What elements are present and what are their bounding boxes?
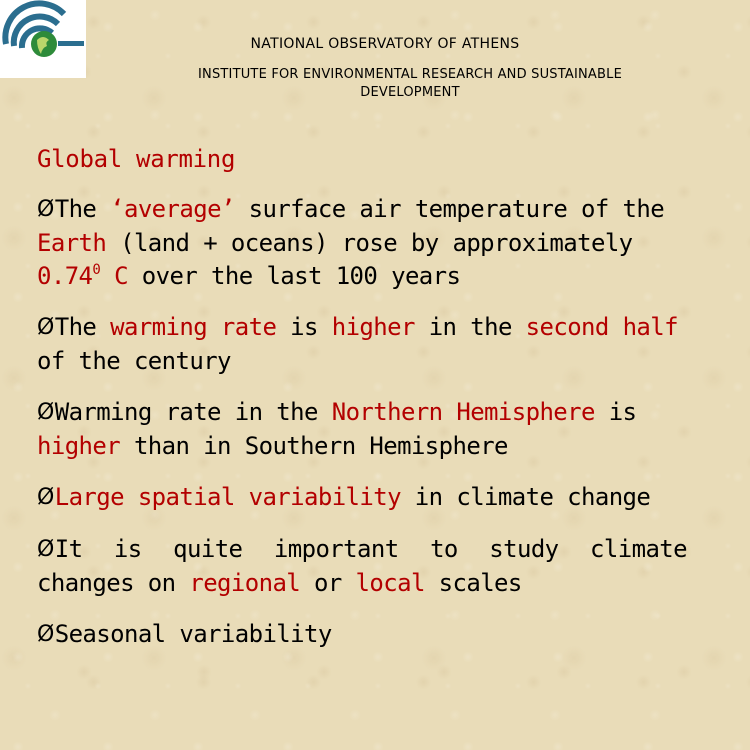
highlight-higher: higher [37,432,121,460]
arrow-bullet-icon: Ø [37,315,54,340]
highlight-second-half: second half [525,313,678,341]
bullet-list [37,193,687,670]
bullet-text: The [54,313,111,341]
bullet-item-regional-scales [37,533,687,600]
bullet-item-temperature-rise [37,193,687,293]
arrow-bullet-icon: Ø [37,485,54,510]
slide-heading: Global warming [37,145,236,173]
institution-title: NATIONAL OBSERVATORY OF ATHENS [250,36,520,52]
bullet-item-seasonal-variability [37,618,687,652]
institute-subtitle-line1: INSTITUTE FOR ENVIRONMENTAL RESEARCH AND SUSTAINABLE [197,67,623,82]
arrow-bullet-icon: Ø [37,622,54,647]
bullet-text: over the last 100 years [127,262,461,290]
arrow-bullet-icon: Ø [37,400,54,425]
bullet-item-hemispheres [37,396,687,463]
degree-superscript: 0 [92,262,101,278]
highlight-temperature-value: 0.74 [37,262,93,290]
bullet-text: is [594,398,637,426]
highlight-average: ‘average’ [110,195,235,223]
bullet-text: in the [414,313,526,341]
bullet-text: scales [424,569,522,597]
bullet-text: It is quite important to study climate changes on [37,535,687,597]
bullet-item-spatial-variability [37,481,687,515]
institute-subtitle-line2: DEVELOPMENT [360,85,460,100]
bullet-text: surface air temperature of the [234,195,665,223]
bullet-text: of the century [37,347,231,375]
bullet-text: Seasonal variability [54,620,332,648]
institute-subtitle [140,66,680,102]
highlight-warming-rate: warming rate [110,313,277,341]
bullet-text: in climate change [400,483,651,511]
bullet-item-warming-rate [37,311,687,378]
arrow-bullet-icon: Ø [37,197,54,222]
highlight-celsius-unit: C [100,262,128,290]
arrow-bullet-icon: Ø [37,537,54,562]
highlight-large-spatial-variability: Large spatial variability [54,483,401,511]
highlight-local: local [355,569,425,597]
highlight-regional: regional [189,569,301,597]
bullet-text: than in Southern Hemisphere [120,432,508,460]
highlight-earth: Earth [37,229,107,257]
bullet-text: (land + oceans) rose by approximately [106,229,633,257]
highlight-northern-hemisphere: Northern Hemisphere [331,398,595,426]
bullet-text: Warming rate in the [54,398,332,426]
bullet-text: The [54,195,111,223]
bullet-text: or [300,569,356,597]
bullet-text: is [276,313,332,341]
highlight-higher: higher [331,313,415,341]
observatory-logo-icon [0,0,86,78]
